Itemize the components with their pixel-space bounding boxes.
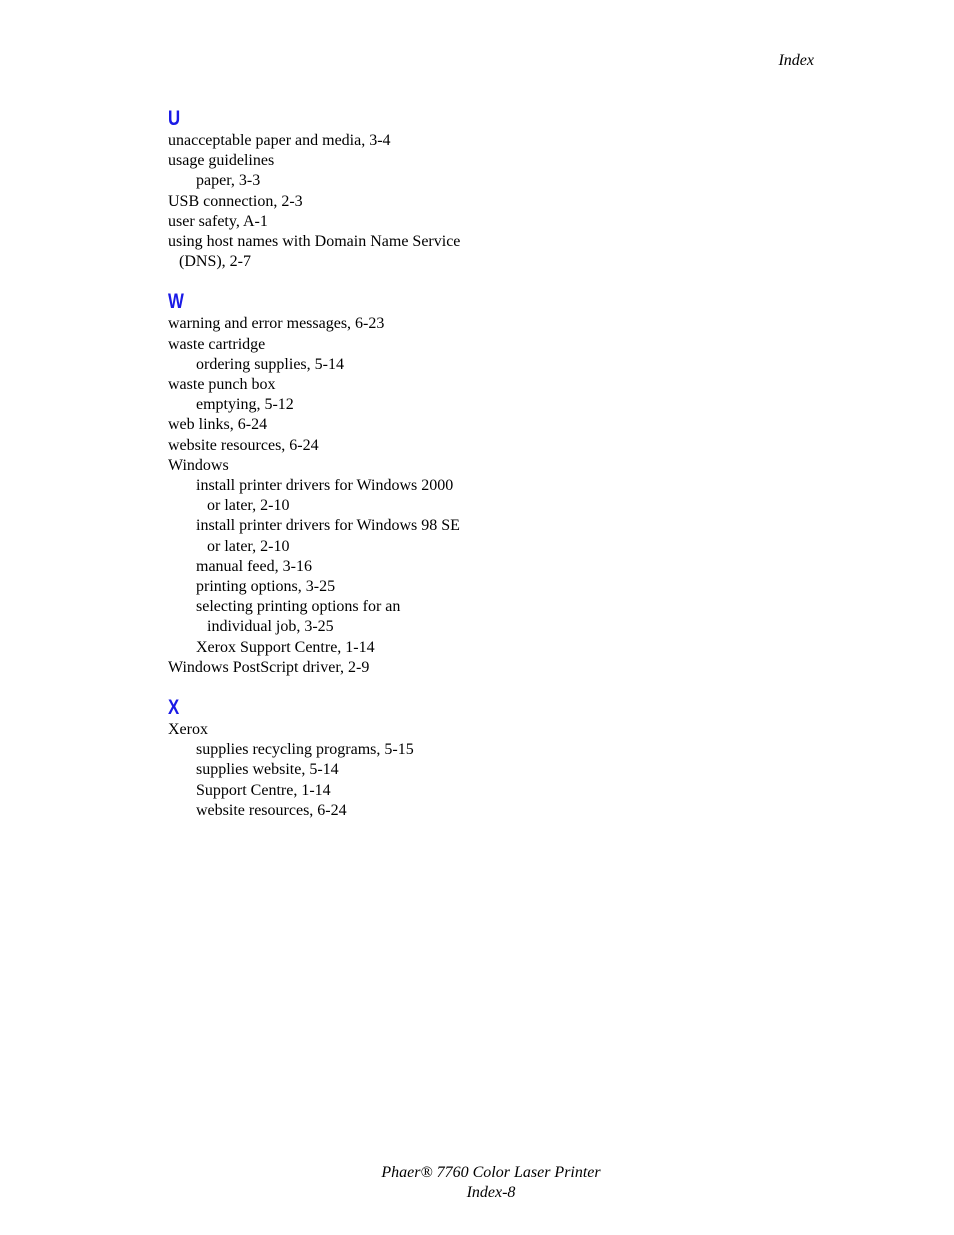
index-subentry: website resources, 6-24 <box>196 801 347 819</box>
index-subentry-continuation: or later, 2-10 <box>207 497 290 515</box>
index-section-w <box>168 290 498 678</box>
index-subentry: supplies recycling programs, 5-15 <box>196 741 414 759</box>
index-entry: Windows PostScript driver, 2-9 <box>168 658 370 676</box>
section-letter: U <box>168 107 181 130</box>
index-entry: usage guidelines <box>168 152 275 170</box>
index-section-x <box>168 696 498 821</box>
section-letter: W <box>168 290 184 314</box>
index-subentry: printing options, 3-25 <box>196 578 336 596</box>
index-subentry: paper, 3-3 <box>196 172 261 190</box>
index-content <box>168 107 498 839</box>
index-entry: web links, 6-24 <box>168 416 268 434</box>
index-entry: waste punch box <box>168 376 276 394</box>
index-subentry-continuation: or later, 2-10 <box>207 537 290 555</box>
index-subentry: manual feed, 3-16 <box>196 557 312 575</box>
section-letter: X <box>168 696 180 720</box>
index-subentry: install printer drivers for Windows 98 SE <box>196 517 460 535</box>
index-entry: unacceptable paper and media, 3-4 <box>168 132 391 149</box>
index-entry: user safety, A-1 <box>168 212 268 230</box>
page-footer <box>0 1163 954 1203</box>
index-subentry: selecting printing options for an <box>196 598 401 616</box>
index-subentry: ordering supplies, 5-14 <box>196 355 344 373</box>
index-entry: waste cartridge <box>168 335 266 353</box>
index-subentry: supplies website, 5-14 <box>196 761 339 779</box>
index-entry: using host names with Domain Name Service <box>168 233 461 251</box>
index-subentry: Xerox Support Centre, 1-14 <box>196 638 375 656</box>
index-entry: Xerox <box>168 721 208 739</box>
index-entry-continuation: (DNS), 2-7 <box>179 253 251 271</box>
index-subentry: install printer drivers for Windows 2000 <box>196 477 454 495</box>
index-subentry-continuation: individual job, 3-25 <box>207 618 334 636</box>
index-subentry: emptying, 5-12 <box>196 396 294 414</box>
index-entry: website resources, 6-24 <box>168 436 319 454</box>
footer-page-number: Index-8 <box>466 1184 516 1201</box>
running-header: Index <box>778 52 814 69</box>
index-subentry: Support Centre, 1-14 <box>196 781 331 799</box>
index-entry: USB connection, 2-3 <box>168 192 303 210</box>
footer-product-name: Phaer® 7760 Color Laser Printer <box>381 1164 601 1181</box>
index-entry: warning and error messages, 6-23 <box>168 315 385 333</box>
index-section-u <box>168 107 498 272</box>
index-entry: Windows <box>168 456 229 474</box>
